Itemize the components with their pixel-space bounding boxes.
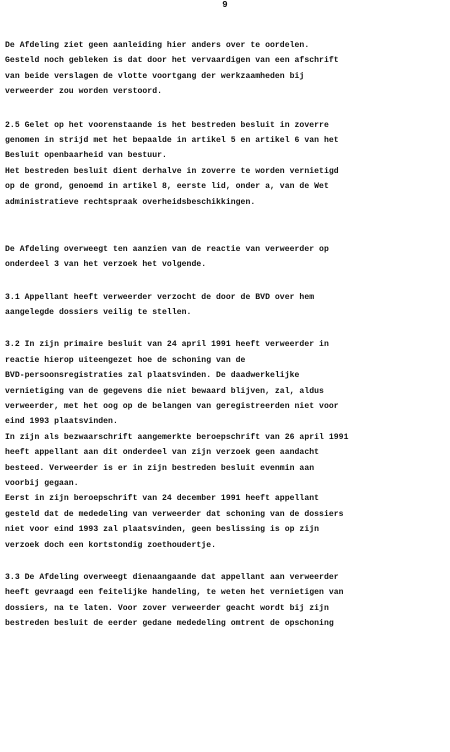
text-line: administratieve rechtspraak overheidsbeschikkingen. bbox=[5, 197, 256, 207]
page-number: 9 bbox=[222, 0, 228, 10]
text-line: 2.5 Gelet op het voorenstaande is het bestreden besluit in zoverre bbox=[5, 120, 329, 130]
text-line: 3.2 In zijn primaire besluit van 24 april 1991 heeft verweerder in bbox=[5, 340, 329, 350]
text-line: verzoek doch een kortstondig zoethoudertje. bbox=[5, 540, 217, 550]
text-line: onderdeel 3 van het verzoek het volgende. bbox=[5, 260, 207, 270]
paragraph-1 bbox=[5, 38, 443, 100]
paragraph-3-2 bbox=[5, 337, 443, 552]
text-line: dossiers, na te laten. Voor zover verweerder geacht wordt bij zijn bbox=[5, 603, 329, 613]
paragraph-spacer bbox=[5, 273, 443, 290]
text-line: reactie hierop uiteengezet hoe de schoning van de bbox=[5, 355, 246, 365]
text-line: heeft appellant aan dit onderdeel van zijn verzoek geen aandacht bbox=[5, 448, 320, 458]
paragraph-3-1 bbox=[5, 290, 443, 321]
text-line: In zijn als bezwaarschrift aangemerkte beroepschrift van 26 april 1991 bbox=[5, 432, 349, 442]
text-line: genomen in strijd met het bepaalde in artikel 5 en artikel 6 van het bbox=[5, 135, 339, 145]
text-line: heeft gevraagd een feitelijke handeling, te weten het vernietigen van bbox=[5, 588, 344, 598]
text-line: niet voor eind 1993 zal plaatsvinden, geen beslissing is op zijn bbox=[5, 525, 320, 535]
paragraph-spacer bbox=[5, 100, 443, 118]
text-line: Gesteld noch gebleken is dat door het vervaardigen van een afschrift bbox=[5, 56, 339, 66]
text-line: BVD-persoonsregistraties zal plaatsvinden. De daadwerkelijke bbox=[5, 371, 300, 381]
text-line: 3.1 Appellant heeft verweerder verzocht de door de BVD over hem bbox=[5, 292, 315, 302]
paragraph-2-5 bbox=[5, 118, 443, 210]
text-line: De Afdeling ziet geen aanleiding hier anders over te oordelen. bbox=[5, 41, 310, 50]
text-line: van beide verslagen de vlotte voortgang der werkzaamheden bij bbox=[5, 71, 305, 81]
text-line: Eerst in zijn beroepschrift van 24 december 1991 heeft appellant bbox=[5, 494, 320, 504]
text-line: Het bestreden besluit dient derhalve in zoverre te worden vernietigd bbox=[5, 166, 339, 176]
paragraph-3-3 bbox=[5, 570, 443, 632]
text-line: op de grond, genoemd in artikel 8, eerste lid, onder a, van de Wet bbox=[5, 182, 329, 192]
text-line: De Afdeling overweegt ten aanzien van de reactie van verweerder op bbox=[5, 244, 329, 254]
text-line: verweerder, met het oog op de belangen van geregistreerden niet voor bbox=[5, 402, 339, 412]
paragraph-spacer bbox=[5, 210, 443, 242]
text-line: Besluit openbaarheid van bestuur. bbox=[5, 151, 167, 161]
text-line: vernietiging van de gegevens die niet bewaard blijven, zal, aldus bbox=[5, 386, 324, 396]
text-line: voorbij gegaan. bbox=[5, 478, 79, 488]
text-line: 3.3 De Afdeling overweegt dienaangaande dat appellant aan verweerder bbox=[5, 572, 339, 582]
text-line: gesteld dat de mededeling van verweerder dat schoning van de dossiers bbox=[5, 509, 344, 519]
paragraph-spacer bbox=[5, 553, 443, 570]
text-line: aangelegde dossiers veilig te stellen. bbox=[5, 308, 192, 318]
text-line: besteed. Verweerder is er in zijn bestreden besluit evenmin aan bbox=[5, 463, 315, 473]
text-line: eind 1993 plaatsvinden. bbox=[5, 417, 118, 427]
document-body bbox=[5, 38, 443, 632]
paragraph-intro-3 bbox=[5, 242, 443, 273]
text-line: verweerder zou worden verstoord. bbox=[5, 87, 163, 97]
text-line: bestreden besluit de eerder gedane mededeling omtrent de opschoning bbox=[5, 619, 334, 629]
paragraph-spacer bbox=[5, 320, 443, 337]
